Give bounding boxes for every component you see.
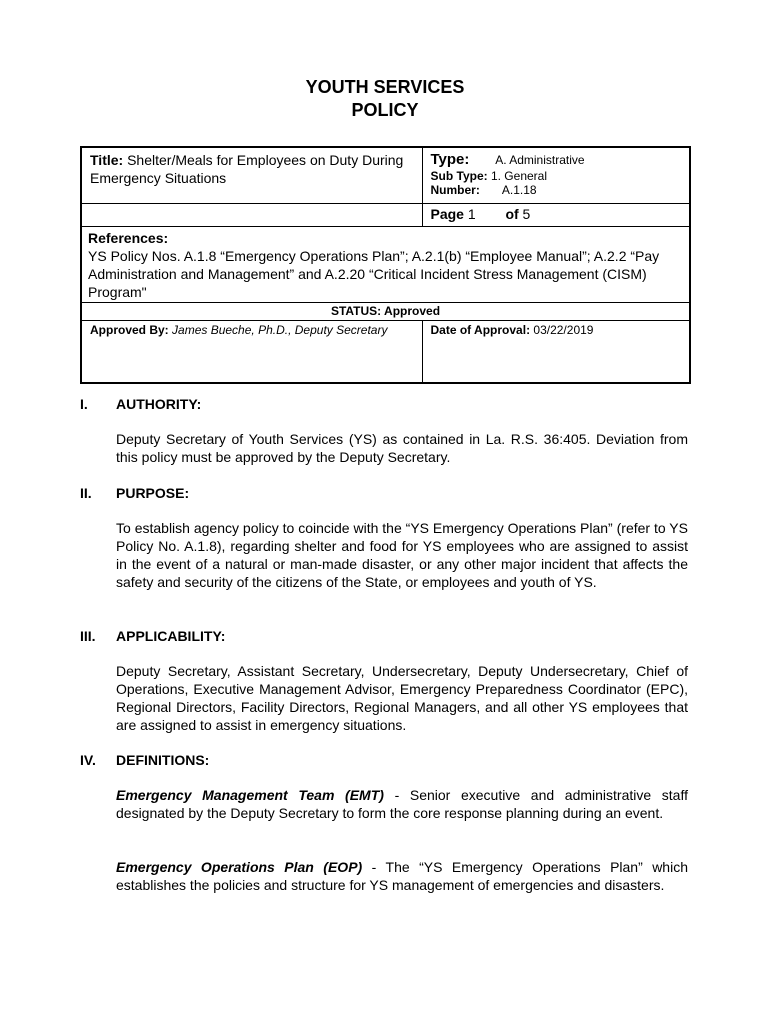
title-label: Title: [90, 152, 124, 168]
title-cell [81, 147, 422, 204]
section-number: II. [80, 485, 92, 501]
page-cell [422, 204, 690, 227]
section-authority-heading [80, 395, 201, 413]
definition-term: Emergency Management Team (EMT) [116, 787, 384, 803]
definition-text: - The “YS Emergency Operations Plan” which establishes the policies and structure for YS management of emergencies and disasters. [116, 859, 688, 893]
approved-by-value: James Bueche, Ph.D., Deputy Secretary [172, 323, 388, 337]
section-purpose-text: To establish agency policy to coincide with the “YS Emergency Operations Plan” (refer to YS Policy No. A.1.8), regarding shelter and food for YS employees who are assigned to assist in the event of a natural or man-made disaster, or any other major incident that affects the safety and security of the citizens of the State, or employees and youth of YS. [116, 520, 688, 590]
title-value: Shelter/Meals for Employees on Duty During Emergency Situations [90, 152, 404, 186]
type-cell [422, 147, 690, 204]
section-definitions-heading [80, 751, 209, 769]
number-value: A.1.18 [501, 183, 537, 197]
definition-text: - Senior executive and administrative staff designated by the Deputy Secretary to form the core response planning during an event. [116, 787, 688, 821]
type-value: A. Administrative [495, 153, 585, 167]
page-value: 1 [467, 206, 476, 222]
definition-term: Emergency Operations Plan (EOP) [116, 859, 363, 875]
section-number: IV. [80, 752, 96, 768]
section-title: AUTHORITY: [116, 396, 202, 412]
approval-date-cell [422, 321, 690, 384]
subtype-value: 1. General [490, 169, 548, 183]
number-label: Number: [430, 183, 480, 197]
section-number: III. [80, 628, 96, 644]
document-title [0, 76, 770, 122]
references-label: References: [88, 230, 169, 246]
section-applicability-heading [80, 627, 225, 645]
of-label: of [505, 206, 519, 222]
section-number: I. [80, 396, 88, 412]
references-value: YS Policy Nos. A.1.8 “Emergency Operations Plan”; A.2.1(b) “Employee Manual”; A.2.2 “Pay Administration and Management” and A.2.20 “Critical Incident Stress Management (CISM) Program" [88, 248, 660, 300]
approved-by-label: Approved By: [90, 323, 169, 337]
section-title: PURPOSE: [116, 485, 190, 501]
definition-emt [116, 786, 688, 822]
of-value: 5 [522, 206, 531, 222]
section-title: DEFINITIONS: [116, 752, 210, 768]
section-authority-text: Deputy Secretary of Youth Services (YS) as contained in La. R.S. 36:405. Deviation from this policy must be approved by the Deputy Secretary. [116, 431, 688, 465]
title-line-2: POLICY [351, 100, 419, 120]
section-applicability-text: Deputy Secretary, Assistant Secretary, Undersecretary, Deputy Undersecretary, Chief of Operations, Executive Management Advisor, Emergency Preparedness Coordinator (EPC), Regional Directors, Facility Directors, Regional Managers, and all other YS employees that are assigned to assist in emergency situations. [116, 663, 688, 733]
references-cell [81, 227, 690, 303]
approval-date-label: Date of Approval: [430, 323, 531, 337]
approved-by-cell [81, 321, 422, 384]
status-cell: STATUS: Approved [81, 303, 690, 321]
section-title: APPLICABILITY: [116, 628, 226, 644]
title-line-1: YOUTH SERVICES [305, 77, 465, 97]
subtype-label: Sub Type: [430, 169, 488, 183]
approval-date-value: 03/22/2019 [533, 323, 594, 337]
section-purpose-heading [80, 484, 189, 502]
page-label: Page [430, 206, 464, 222]
definition-eop [116, 858, 688, 894]
type-label: Type: [430, 151, 470, 168]
policy-header-table [80, 146, 691, 384]
